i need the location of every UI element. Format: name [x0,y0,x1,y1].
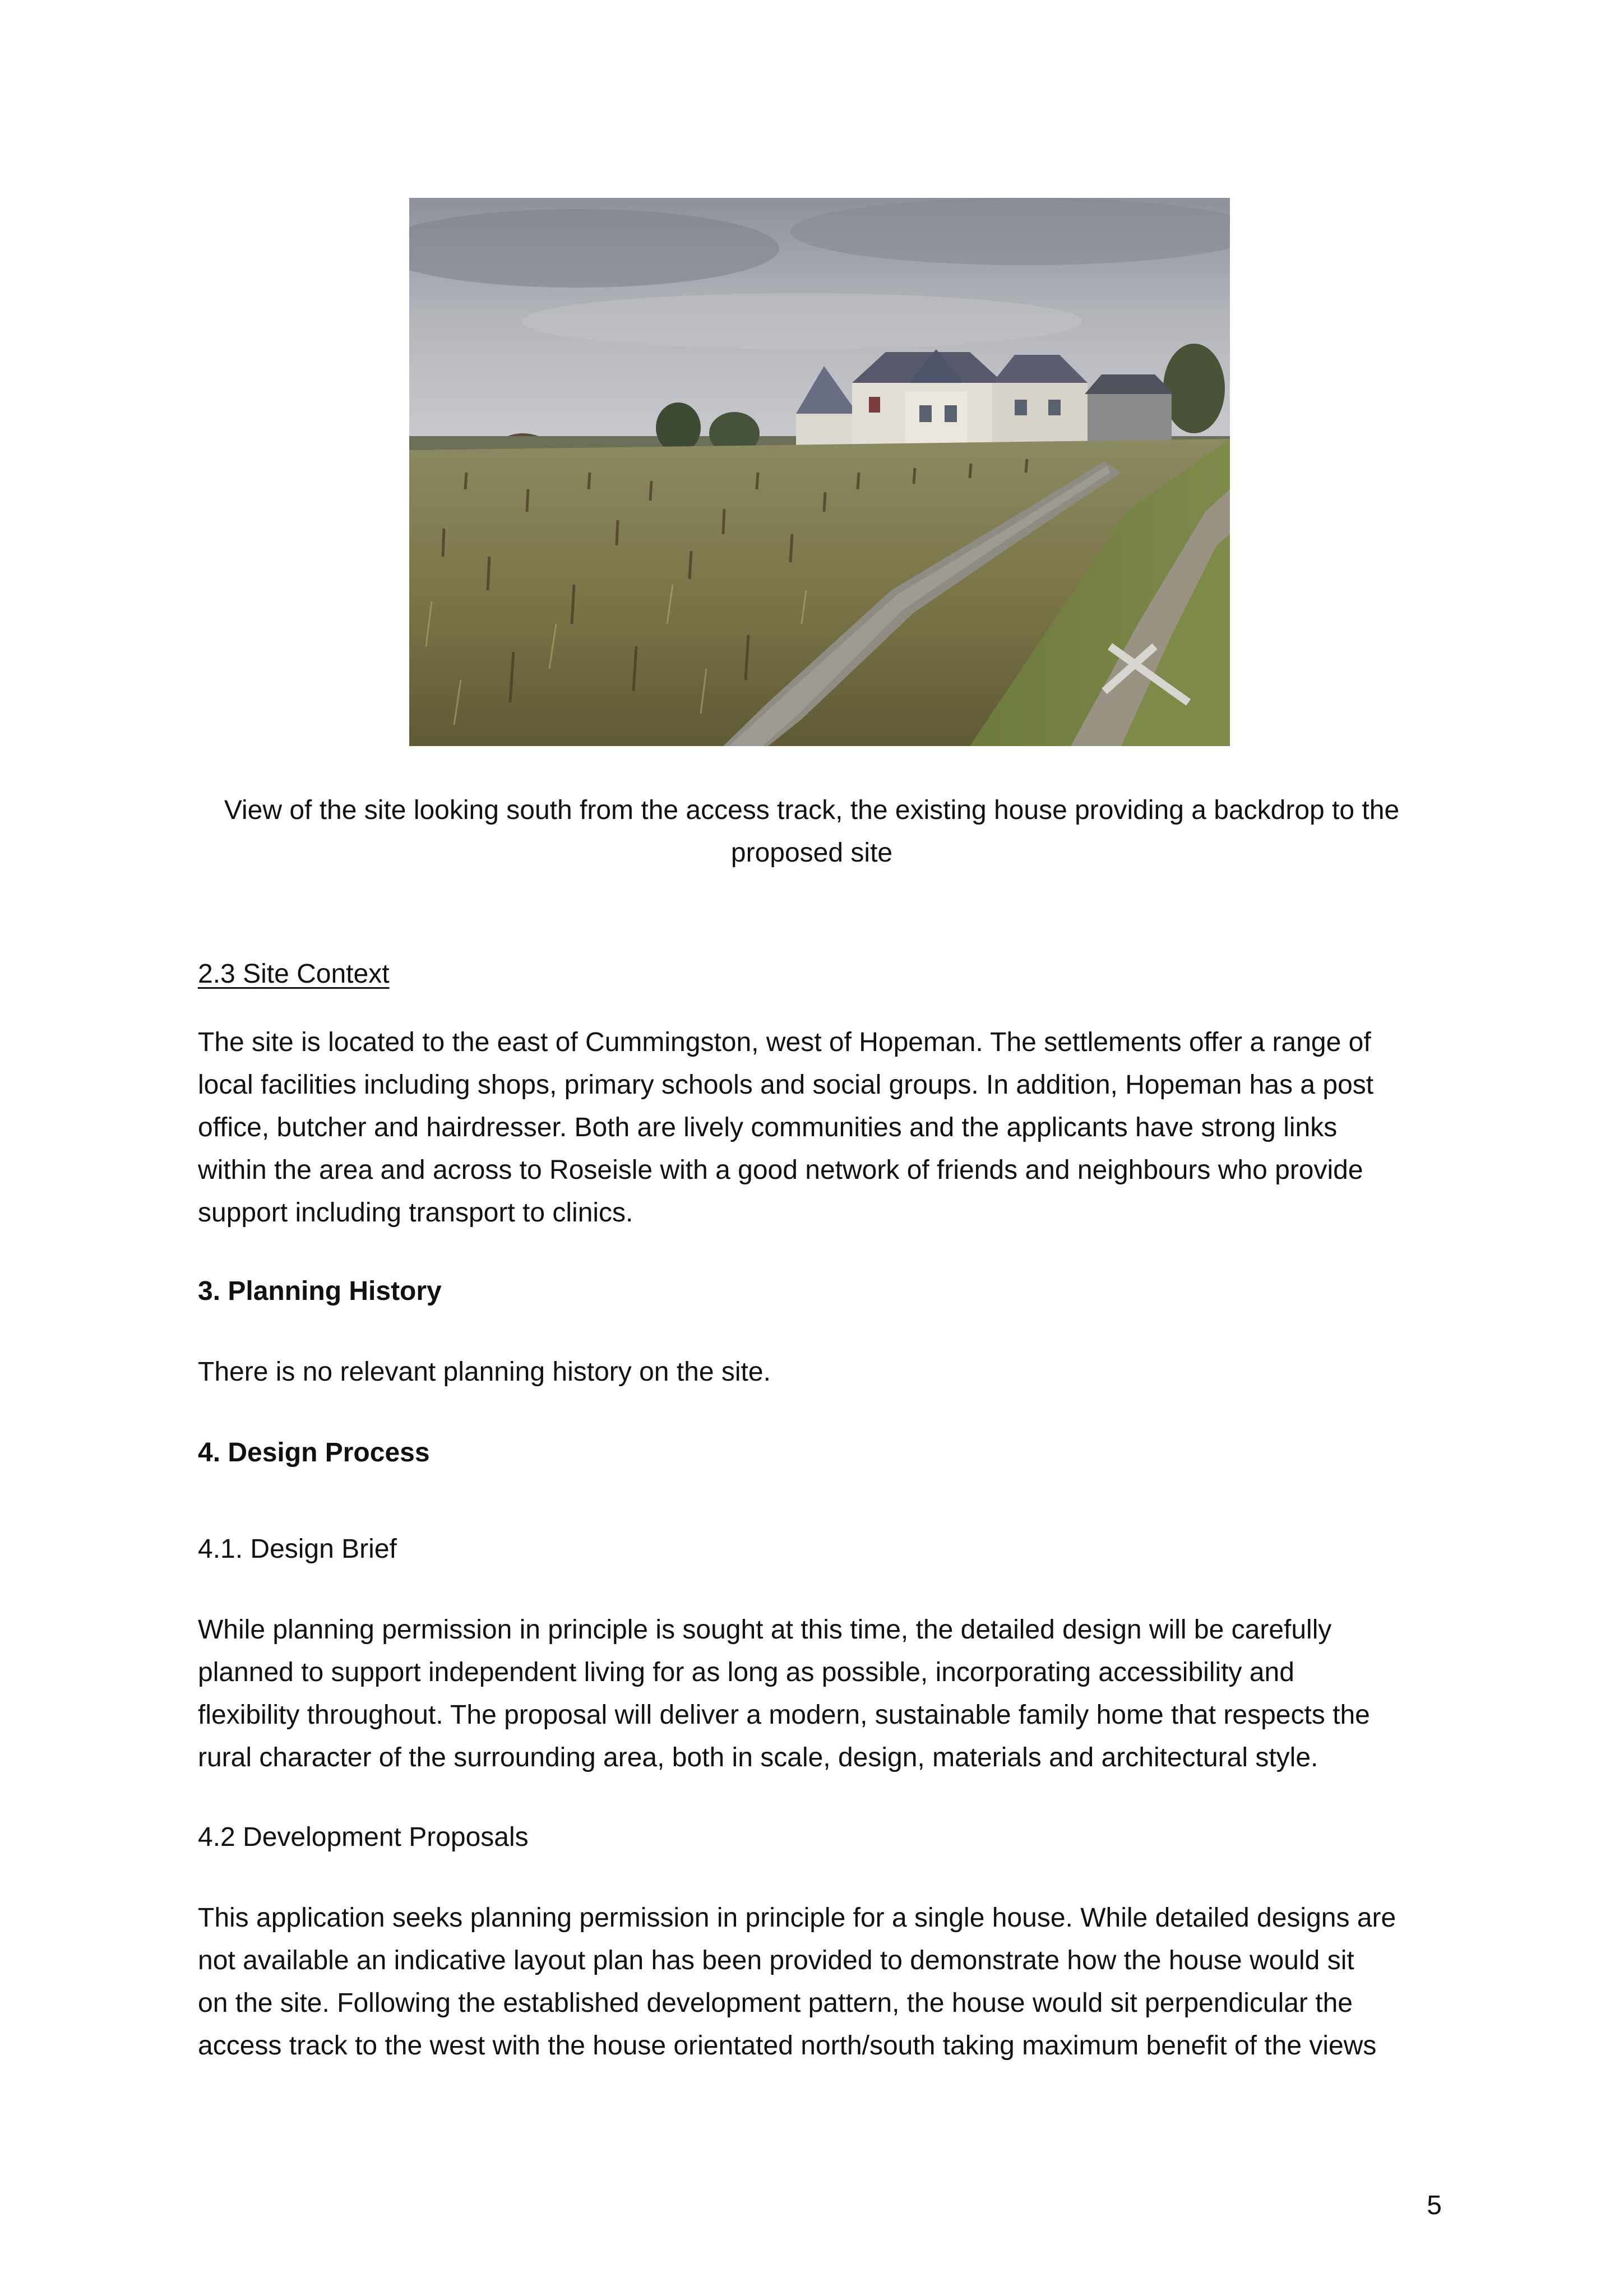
heading-design-brief: 4.1. Design Brief [198,1534,397,1564]
text-line: flexibility throughout. The proposal will deliver a modern, sustainable family home that respects the [198,1700,1370,1730]
text-line: planned to support independent living for as long as possible, incorporating accessibility and [198,1658,1294,1687]
caption-line: proposed site [730,838,893,868]
text-line: support including transport to clinics. [198,1198,633,1228]
paragraph-site-context [198,1021,1459,1234]
heading-planning-history: 3. Planning History [198,1276,442,1306]
heading-design-process: 4. Design Process [198,1438,430,1468]
text-line: not available an indicative layout plan has been provided to demonstrate how the house would sit [198,1946,1354,1975]
page-number: 5 [1427,2191,1442,2220]
text-line: The site is located to the east of Cummingston, west of Hopeman. The settlements offer a range of [198,1027,1371,1057]
text-line: on the site. Following the established development pattern, the house would sit perpendicular the [198,1988,1353,2018]
paragraph-planning-history: There is no relevant planning history on the site. [198,1357,771,1387]
heading-site-context: 2.3 Site Context [198,959,390,989]
text-line: local facilities including shops, primary schools and social groups. In addition, Hopeman has a post [198,1070,1374,1100]
text-line: within the area and across to Roseisle with a good network of friends and neighbours who provide [198,1155,1363,1185]
text-line: office, butcher and hairdresser. Both are lively communities and the applicants have strong links [198,1113,1338,1142]
text-line: rural character of the surrounding area, both in scale, design, materials and architectural style. [198,1743,1318,1772]
paragraph-design-brief [198,1609,1459,1779]
caption-line: View of the site looking south from the access track, the existing house providing a backdrop to the [224,795,1400,825]
text-line: This application seeks planning permission in principle for a single house. While detailed designs are [198,1903,1396,1933]
photo-caption [198,789,1426,874]
text-line: While planning permission in principle is sought at this time, the detailed design will be carefully [198,1615,1332,1645]
paragraph-development-proposals [198,1897,1459,2067]
text-line: access track to the west with the house orientated north/south taking maximum benefit of the views [198,2031,1377,2061]
heading-development-proposals: 4.2 Development Proposals [198,1822,529,1852]
site-photo [409,198,1230,746]
